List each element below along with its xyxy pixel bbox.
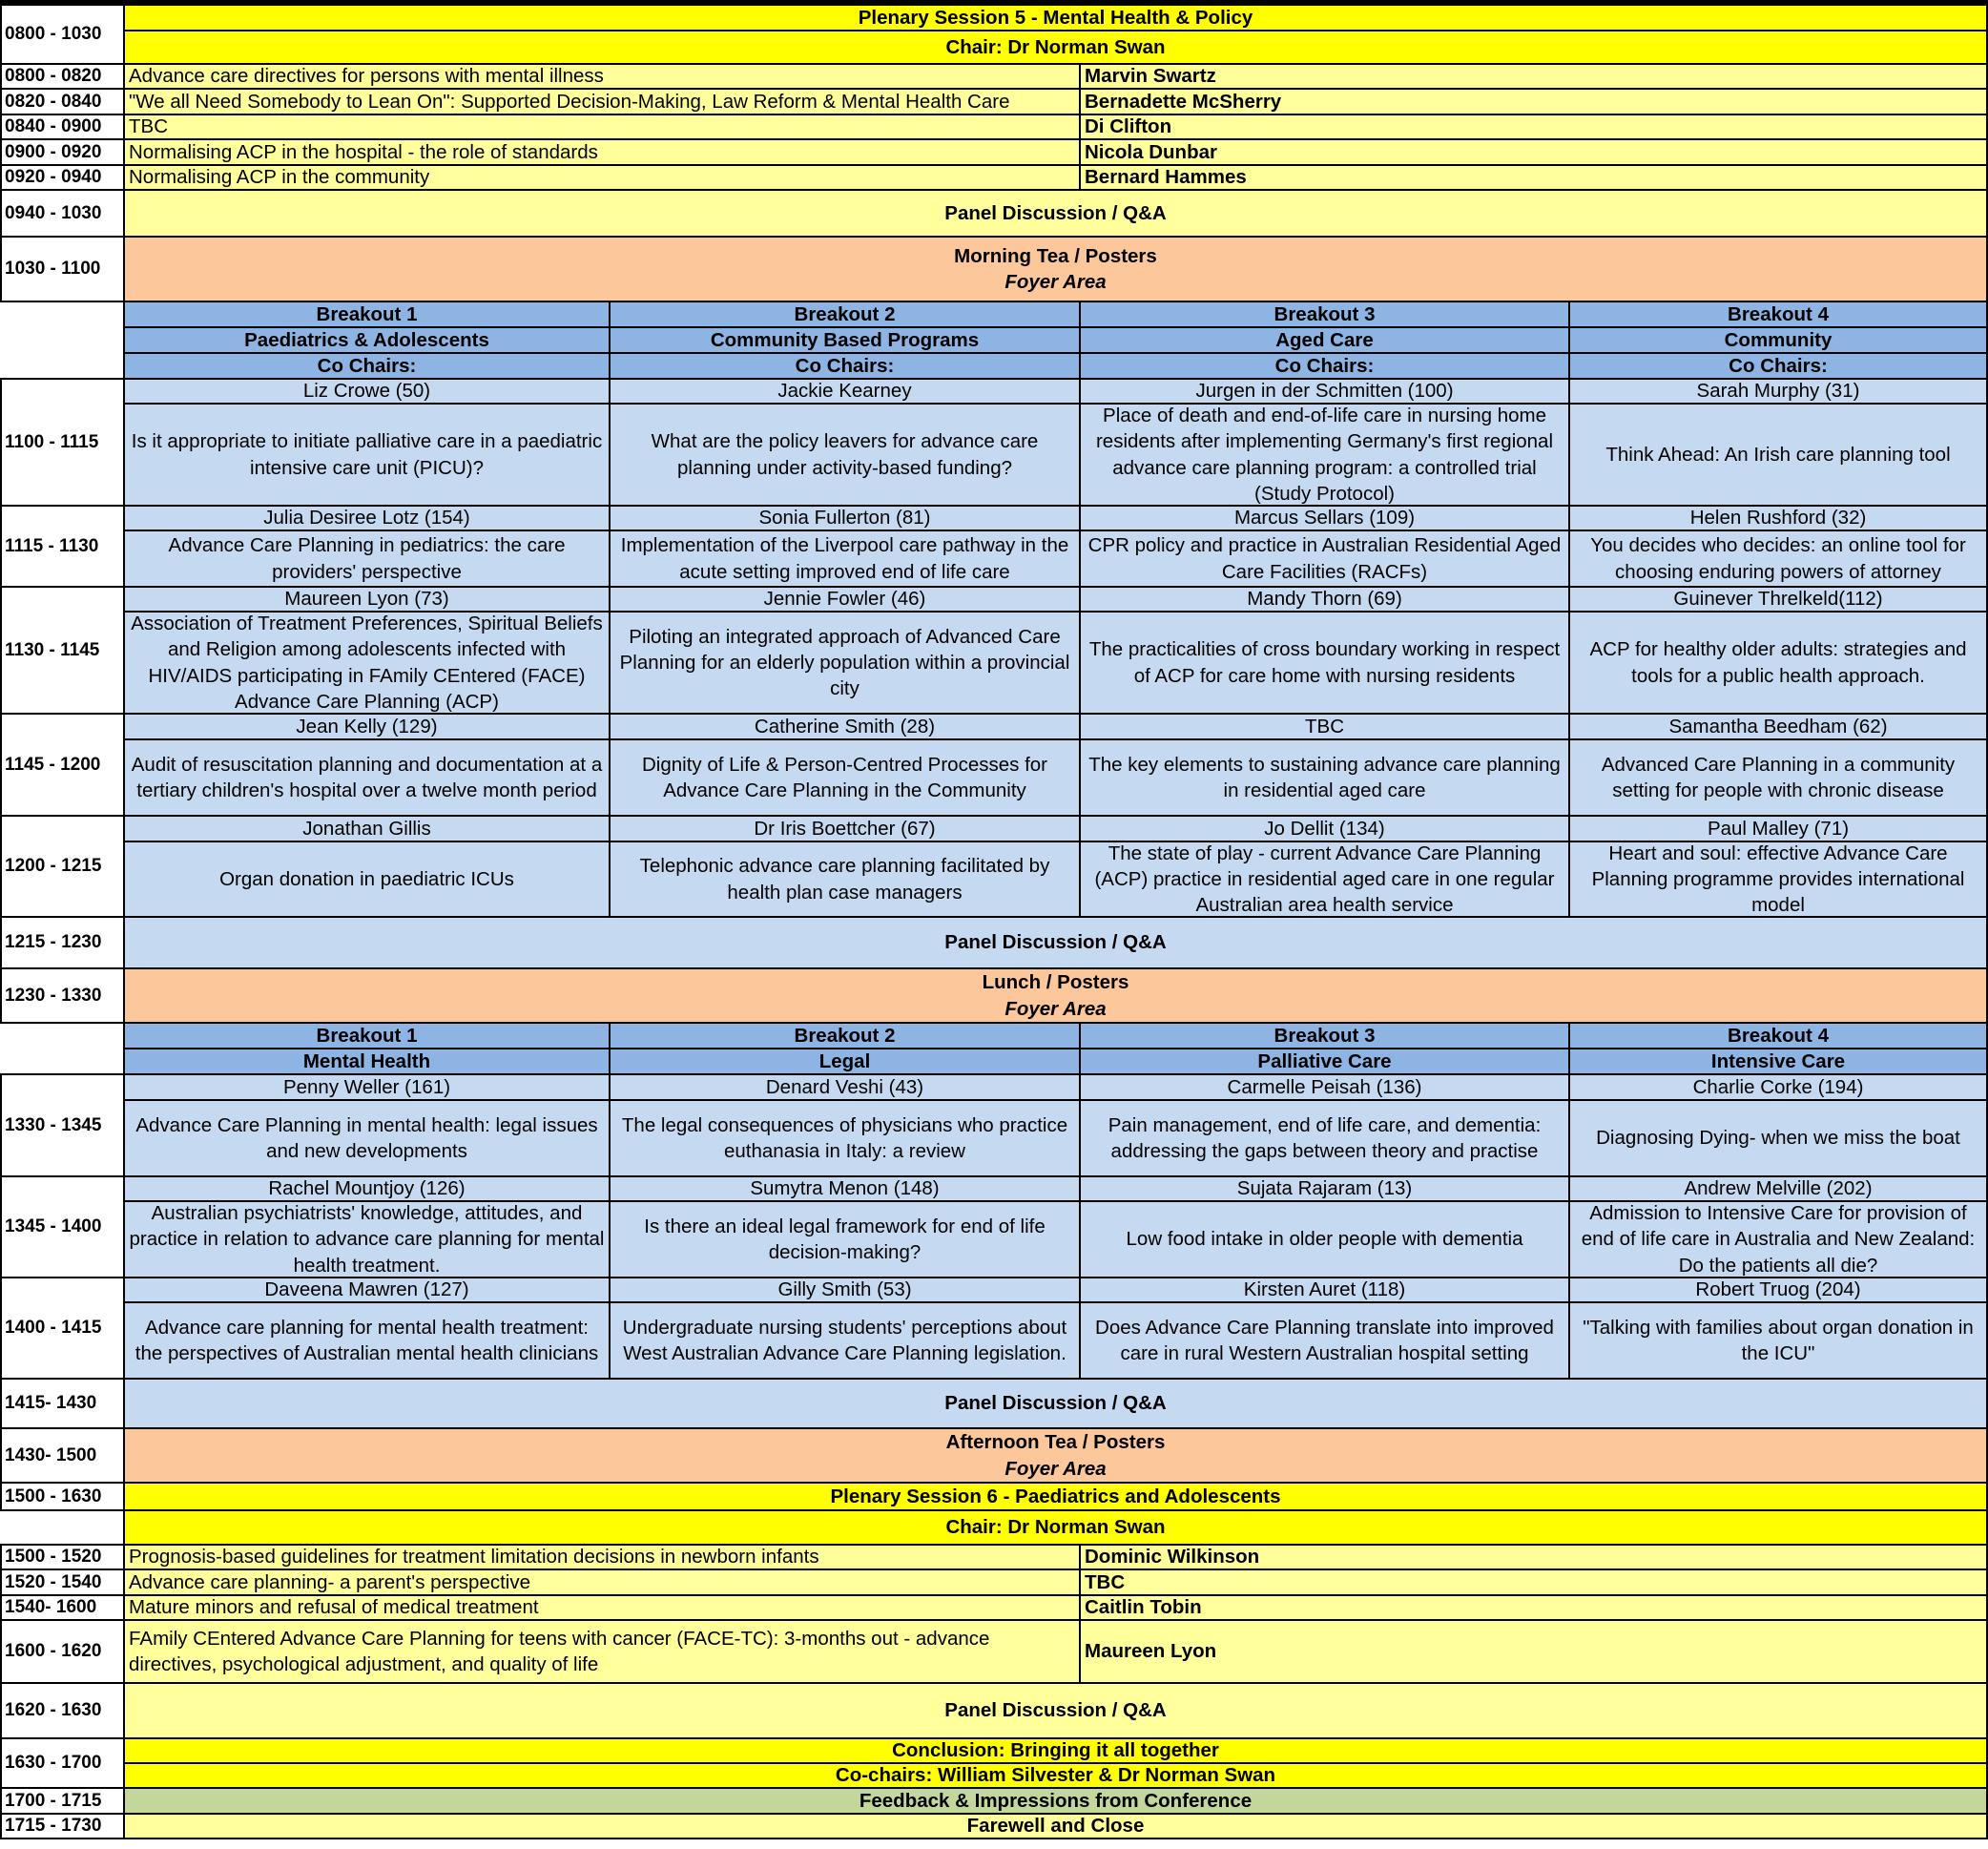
talk-speaker-text: Bernard Hammes [1085,166,1247,189]
talk-speaker [1081,90,1988,115]
session-speaker [125,1177,611,1202]
afternoon-tea [125,1429,1988,1484]
time-slot [0,918,125,969]
speaker-name: Rachel Mountjoy (126) [268,1177,466,1200]
session-title-text: The practicalities of cross boundary working in respect of ACP for care home with nursing residents [1088,638,1561,687]
breakout-name-text: Breakout 4 [1728,1024,1829,1047]
speaker-name: Sujata Rajaram (13) [1236,1177,1413,1200]
talk-speaker-text: Dominic Wilkinson [1085,1546,1260,1569]
session-title [1081,1303,1570,1380]
session-speaker [1081,1075,1570,1101]
panel-discussion [125,191,1988,238]
session-title-text: Association of Treatment Preferences, Spiritual Beliefs and Religion among adolescents infected with HIV/AIDS participating in FAmily CEntered (FACE) Advance Care Planning (ACP) [131,613,603,713]
session-title-text: Advance Care Planning in mental health: legal issues and new developments [135,1113,598,1162]
breakout-name [1570,302,1988,328]
break-location: Foyer Area [1004,1457,1107,1480]
time-slot [0,1596,125,1621]
session-title-text: Diagnosing Dying- when we miss the boat [1596,1127,1960,1150]
talk-title [125,1621,1081,1684]
session-title [125,405,611,507]
time-slot [0,191,125,238]
breakout-name [125,302,611,328]
time-label: 1145 - 1200 [5,754,101,775]
session-title [1570,842,1988,918]
speaker-name: Penny Weller (161) [282,1075,451,1098]
time-label: 1540- 1600 [5,1597,97,1618]
breakout-theme-text: Aged Care [1275,328,1374,351]
break-title: Lunch / Posters [982,971,1129,994]
talk-title [125,1546,1081,1570]
session-speaker [1570,588,1988,613]
talk-speaker [1081,1570,1988,1596]
session-title [1570,740,1988,817]
breakout-name-text: Breakout 2 [794,1024,896,1047]
session-title [611,613,1081,715]
time-slot [0,1739,125,1789]
break-title: Morning Tea / Posters [954,244,1157,267]
breakout-name-text: Breakout 4 [1728,302,1829,325]
time-slot [0,817,125,918]
breakout-cochairs [1570,354,1988,380]
plenary-chair: Chair: Dr Norman Swan [945,35,1166,58]
talk-title [125,140,1081,166]
time-label: 1100 - 1115 [5,431,99,452]
session-title-text: CPR policy and practice in Australian Residential Aged Care Facilities (RACFs) [1087,534,1562,583]
speaker-name: Charlie Corke (194) [1692,1075,1864,1098]
session-title-text: Audit of resuscitation planning and documentation at a tertiary children's hospital over a twelve month period [131,753,603,801]
session-title [1081,1101,1570,1177]
breakout-theme [1081,1049,1570,1075]
session-speaker [611,380,1081,405]
time-label: 1630 - 1700 [5,1753,102,1774]
speaker-name: Carmelle Peisah (136) [1227,1075,1422,1098]
time-label: 1600 - 1620 [5,1641,102,1662]
session-speaker [1081,715,1570,740]
speaker-name: Maureen Lyon (73) [284,588,449,611]
breakout-name [611,302,1081,328]
talk-title [125,90,1081,115]
session-speaker [1570,817,1988,842]
session-title-text: Low food intake in older people with dementia [1126,1228,1523,1251]
talk-speaker [1081,65,1988,90]
time-slot [0,1278,125,1380]
speaker-name: Julia Desiree Lotz (154) [263,507,470,530]
session-title-text: Place of death and end-of-life care in nursing home residents after implementing Germany's first regional advance care planning program: a controlled trial (Study Protocol) [1095,405,1554,505]
time-slot [0,6,125,65]
session-title [125,740,611,817]
time-label: 1345 - 1400 [5,1216,102,1237]
speaker-name: Liz Crowe (50) [302,380,431,403]
time-slot [0,1380,125,1429]
time-slot [0,1789,125,1815]
session-title [125,1101,611,1177]
session-speaker [125,507,611,531]
talk-speaker [1081,140,1988,166]
session-speaker [125,380,611,405]
session-speaker [1081,507,1570,531]
session-speaker [611,817,1081,842]
talk-speaker-text: Bernadette McSherry [1085,90,1282,113]
talk-speaker-text: Maureen Lyon [1085,1640,1217,1663]
panel-discussion [125,1684,1988,1739]
time-label: 0820 - 0840 [5,91,102,112]
time-slot [0,65,125,90]
breakout-cochairs [125,354,611,380]
breakout-cochairs-text: Co Chairs: [1274,354,1375,377]
farewell [125,1815,1988,1839]
talk-title-text: Advance care planning- a parent's perspective [129,1570,531,1593]
time-slot [0,1570,125,1596]
time-label: 1500 - 1630 [5,1485,102,1506]
breakout-name [611,1024,1081,1049]
time-label: 1215 - 1230 [5,932,102,953]
talk-speaker-text: Di Clifton [1085,115,1172,138]
session-title-text: The state of play - current Advance Care Planning (ACP) practice in residential aged care in one regular Australian area health service [1094,842,1555,917]
time-label: 0800 - 0820 [5,66,102,87]
time-slot [0,1429,125,1484]
breakout-name-text: Breakout 1 [316,1024,418,1047]
breakout-theme-text: Intensive Care [1710,1049,1846,1072]
breakout-theme-text: Mental Health [302,1049,431,1072]
session-title [611,1202,1081,1278]
session-title-text: Dignity of Life & Person-Centred Processes for Advance Care Planning in the Community [642,753,1047,801]
session-title-text: Telephonic advance care planning facilitated by health plan case managers [639,855,1050,904]
talk-title-text: TBC [129,115,168,138]
break-title: Afternoon Tea / Posters [945,1431,1166,1454]
time-slot [0,1484,125,1511]
session-title [1081,842,1570,918]
feedback [125,1789,1988,1815]
session-title-text: Does Advance Care Planning translate into improved care in rural Western Australian hospital setting [1095,1316,1554,1364]
talk-title-text: Mature minors and refusal of medical treatment [129,1596,539,1619]
time-slot [0,588,125,715]
breakout-name [125,1024,611,1049]
breakout-name-text: Breakout 2 [794,302,896,325]
session-speaker [611,1075,1081,1101]
session-title-text: What are the policy leavers for advance care planning under activity-based funding? [651,430,1039,479]
time-label: 1415- 1430 [5,1393,97,1414]
breakout-theme [1570,328,1988,354]
time-label: 1500 - 1520 [5,1547,102,1568]
speaker-name: Marcus Sellars (109) [1233,507,1416,530]
session-title-text: Is there an ideal legal framework for end of life decision-making? [644,1215,1046,1263]
session-title-text: Advanced Care Planning in a community setting for people with chronic disease [1601,753,1956,801]
time-label: 0900 - 0920 [5,141,102,162]
farewell-text: Farewell and Close [966,1815,1145,1838]
speaker-name: Sumytra Menon (148) [750,1177,940,1200]
breakout-theme [1081,328,1570,354]
conclusion [125,1739,1988,1764]
talk-title [125,115,1081,140]
session-speaker [611,507,1081,531]
time-label: 1330 - 1345 [5,1114,102,1135]
time-label: 1130 - 1145 [5,639,100,660]
breakout-theme-text: Community [1724,328,1833,351]
session-speaker [1570,1278,1988,1303]
time-slot [0,1621,125,1684]
speaker-name: Daveena Mawren (127) [264,1278,469,1301]
session-title-text: Pain management, end of life care, and dementia: addressing the gaps between theory and practise [1108,1113,1542,1162]
time-label: 1430- 1500 [5,1444,97,1465]
session-title [1081,405,1570,507]
talk-title [125,65,1081,90]
breakout-theme [611,328,1081,354]
session-speaker [1081,588,1570,613]
talk-speaker [1081,1621,1988,1684]
session-speaker [1570,507,1988,531]
breakout-cochairs-text: Co Chairs: [1729,354,1828,377]
session-title-text: Advance care planning for mental health treatment: the perspectives of Australian mental health clinicians [135,1316,599,1364]
speaker-name: Jean Kelly (129) [296,715,438,738]
talk-speaker [1081,166,1988,191]
speaker-name: Jennie Fowler (46) [763,588,926,611]
breakout-name-text: Breakout 3 [1274,1024,1376,1047]
talk-title-text: Prognosis-based guidelines for treatment limitation decisions in newborn infants [129,1546,819,1569]
speaker-name: Jo Dellit (134) [1264,817,1385,840]
conclusion-title: Conclusion: Bringing it all together [892,1739,1219,1762]
time-label: 0920 - 0940 [5,167,102,188]
speaker-name: Kirsten Auret (118) [1243,1278,1406,1301]
session-speaker [1081,1278,1570,1303]
time-slot [0,166,125,191]
breakout-name-text: Breakout 3 [1274,302,1376,325]
breakout-cochairs-text: Co Chairs: [795,354,895,377]
time-slot [0,1177,125,1278]
session-title [611,1303,1081,1380]
session-title-text: Organ donation in paediatric ICUs [219,867,514,890]
breakout-name-text: Breakout 1 [316,302,418,325]
time-label: 1200 - 1215 [5,856,102,877]
session-speaker [1081,1177,1570,1202]
session-title [1570,1202,1988,1278]
breakout-name [1081,1024,1570,1049]
session-speaker [125,715,611,740]
time-label: 1115 - 1130 [5,535,99,556]
session-speaker [1570,1075,1988,1101]
time-slot-blank [0,1024,125,1075]
talk-speaker [1081,115,1988,140]
plenary-6-title [125,1484,1988,1511]
session-title-text: Is it appropriate to initiate palliative care in a paediatric intensive care unit (PICU)? [131,430,603,479]
time-slot [0,1546,125,1570]
session-title [611,842,1081,918]
time-slot [0,115,125,140]
speaker-name: Helen Rushford (32) [1689,507,1867,530]
breakout-theme-text: Legal [818,1049,871,1072]
speaker-name: Andrew Melville (202) [1684,1177,1873,1200]
break-location: Foyer Area [1004,271,1107,293]
breakout-name [1081,302,1570,328]
session-title-text: Think Ahead: An Irish care planning tool [1605,443,1951,466]
plenary-title: Plenary Session 5 - Mental Health & Policy [858,6,1253,29]
session-speaker [1570,380,1988,405]
plenary-chair: Chair: Dr Norman Swan [945,1516,1166,1539]
session-title [611,740,1081,817]
breakout-cochairs [611,354,1081,380]
time-label: 0800 - 1030 [5,24,102,45]
session-title-text: The legal consequences of physicians who practice euthanasia in Italy: a review [621,1113,1068,1162]
time-slot [0,90,125,115]
breakout-theme [1570,1049,1988,1075]
time-slot [0,140,125,166]
speaker-name: Robert Truog (204) [1695,1278,1861,1301]
time-label: 1230 - 1330 [5,985,102,1006]
time-slot [0,507,125,588]
speaker-name: Mandy Thorn (69) [1247,588,1402,611]
talk-speaker [1081,1596,1988,1621]
session-speaker [125,817,611,842]
session-title [1570,405,1988,507]
session-title [1081,1202,1570,1278]
time-slot [0,969,125,1024]
session-title [125,613,611,715]
session-title-text: "Talking with families about organ donation in the ICU" [1583,1316,1974,1364]
session-title [1570,1101,1988,1177]
time-label: 1400 - 1415 [5,1318,102,1339]
panel-label: Panel Discussion / Q&A [944,931,1167,954]
time-slot [0,380,125,507]
panel-label: Panel Discussion / Q&A [944,1699,1167,1722]
session-speaker [125,1075,611,1101]
speaker-name: Catherine Smith (28) [754,715,936,738]
morning-tea [125,238,1988,302]
breakout-theme-text: Palliative Care [1257,1049,1392,1072]
session-title-text: ACP for healthy older adults: strategies and tools for a public health approach. [1589,638,1967,687]
session-title-text: Implementation of the Liverpool care pathway in the acute setting improved end of life care [620,534,1069,583]
panel-discussion [125,918,1988,969]
session-speaker [611,1278,1081,1303]
panel-label: Panel Discussion / Q&A [944,201,1167,224]
session-title-text: Admission to Intensive Care for provision of end of life care in Australia and New Zealand: Do the patients all die? [1581,1202,1976,1277]
panel-discussion [125,1380,1988,1429]
plenary-5-title [125,6,1988,31]
session-speaker [1570,715,1988,740]
session-title [1570,531,1988,588]
speaker-name: Jackie Kearney [777,380,912,403]
time-label: 1715 - 1730 [5,1816,102,1837]
talk-speaker-text: Caitlin Tobin [1085,1596,1202,1619]
talk-title-text: Advance care directives for persons with mental illness [129,65,604,88]
lunch [125,969,1988,1024]
time-slot [0,1684,125,1739]
time-label: 1030 - 1100 [5,259,101,280]
talk-title-text: Normalising ACP in the community [129,166,430,189]
session-title [611,1101,1081,1177]
break-location: Foyer Area [1004,997,1107,1020]
session-title [611,531,1081,588]
plenary-6-chair [125,1511,1988,1546]
time-slot-blank [0,302,125,380]
talk-speaker-text: TBC [1085,1570,1126,1593]
session-title [125,531,611,588]
session-title-text: The key elements to sustaining advance care planning in residential aged care [1088,753,1561,801]
speaker-name: Samantha Beedham (62) [1668,715,1888,738]
session-title [1570,1303,1988,1380]
time-slot [0,1075,125,1177]
talk-speaker-text: Marvin Swartz [1085,65,1216,88]
breakout-cochairs-text: Co Chairs: [317,354,417,377]
speaker-name: TBC [1305,715,1344,738]
session-speaker [125,588,611,613]
talk-title-text: Normalising ACP in the hospital - the role of standards [129,140,598,163]
talk-title-text: FAmily CEntered Advance Care Planning for teens with cancer (FACE-TC): 3-months out - advance directives, psychological adjustment, and quality of life [129,1627,990,1675]
plenary-title: Plenary Session 6 - Paediatrics and Adolescents [830,1485,1281,1507]
session-speaker [1081,817,1570,842]
session-title [1081,613,1570,715]
session-title-text: Australian psychiatrists' knowledge, attitudes, and practice in relation to advance care planning for mental health treatment. [129,1202,605,1277]
time-label: 0840 - 0900 [5,116,102,137]
breakout-theme [611,1049,1081,1075]
speaker-name: Dr Iris Boettcher (67) [754,817,936,840]
talk-title-text: "We all Need Somebody to Lean On": Supported Decision-Making, Law Reform & Mental Health Care [129,90,1010,113]
breakout-name [1570,1024,1988,1049]
conclusion-cochairs: Co-chairs: William Silvester & Dr Norman Swan [835,1764,1276,1787]
session-title-text: Advance Care Planning in pediatrics: the care providers' perspective [168,534,566,583]
breakout-theme [125,328,611,354]
plenary-5-chair [125,31,1988,65]
session-speaker [611,715,1081,740]
session-title [1570,613,1988,715]
session-title-text: Piloting an integrated approach of Advanced Care Planning for an elderly population within a provincial city [619,625,1070,700]
time-label: 0940 - 1030 [5,202,102,223]
speaker-name: Jurgen in der Schmitten (100) [1195,380,1454,403]
session-title-text: Undergraduate nursing students' perceptions about West Australian Advance Care Planning legislation. [622,1316,1067,1364]
breakout-cochairs [1081,354,1570,380]
time-slot-blank [0,1511,125,1546]
session-speaker [1081,380,1570,405]
session-title [611,405,1081,507]
speaker-name: Denard Veshi (43) [765,1075,924,1098]
speaker-name: Paul Malley (71) [1707,817,1850,840]
feedback-text: Feedback & Impressions from Conference [859,1789,1253,1812]
session-speaker [611,1177,1081,1202]
breakout-theme-text: Paediatrics & Adolescents [244,328,489,351]
speaker-name: Jonathan Gillis [302,817,431,840]
session-title [1081,531,1570,588]
breakout-theme-text: Community Based Programs [710,328,980,351]
time-slot [0,238,125,302]
time-slot [0,1815,125,1839]
talk-speaker-text: Nicola Dunbar [1085,140,1217,163]
session-speaker [125,1278,611,1303]
session-title-text: You decides who decides: an online tool for choosing enduring powers of attorney [1590,534,1966,583]
session-title-text: Heart and soul: effective Advance Care Planning programme provides international model [1591,842,1965,917]
panel-label: Panel Discussion / Q&A [944,1392,1167,1415]
breakout-theme [125,1049,611,1075]
session-title [125,1202,611,1278]
conclusion-cochairs [125,1764,1988,1789]
talk-title [125,166,1081,191]
time-label: 1700 - 1715 [5,1790,102,1811]
session-speaker [1570,1177,1988,1202]
speaker-name: Guinever Threlkeld(112) [1673,588,1883,611]
talk-speaker [1081,1546,1988,1570]
speaker-name: Sonia Fullerton (81) [758,507,931,530]
time-label: 1620 - 1630 [5,1700,102,1721]
talk-title [125,1570,1081,1596]
session-speaker [611,588,1081,613]
session-title [1081,740,1570,817]
speaker-name: Sarah Murphy (31) [1696,380,1860,403]
speaker-name: Gilly Smith (53) [777,1278,912,1301]
time-slot [0,715,125,817]
session-title [125,842,611,918]
session-title [125,1303,611,1380]
talk-title [125,1596,1081,1621]
time-label: 1520 - 1540 [5,1571,102,1592]
